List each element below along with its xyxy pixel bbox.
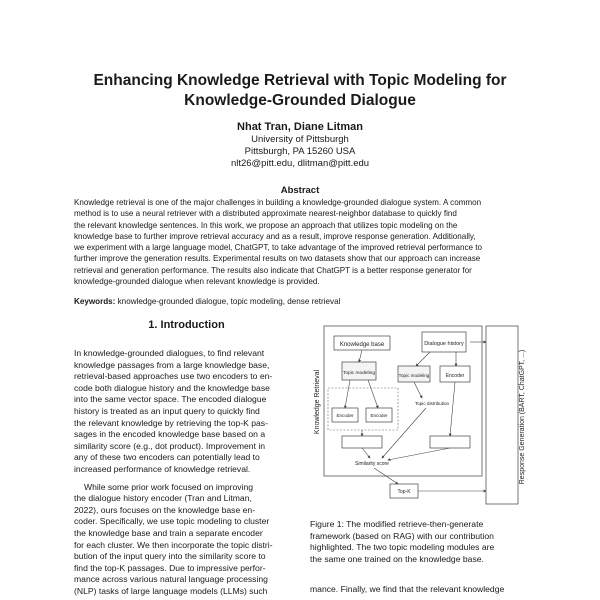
query-encoder-label: Encoder xyxy=(445,373,465,379)
keywords-label: Keywords: xyxy=(74,297,116,306)
keywords-text: knowledge-grounded dialogue, topic modeling, dense retrieval xyxy=(115,297,341,306)
column2-text: mance. Finally, we find that the relevant knowledge xyxy=(310,584,505,594)
similarity-score-label: Similarity score xyxy=(355,461,389,467)
text-line: retrieval-based approaches use two encoders to en- xyxy=(74,371,273,382)
caption-line: highlighted. The two topic modeling modules are xyxy=(310,542,495,553)
text-line: While some prior work focused on improving xyxy=(84,481,254,492)
text-line: bution of the input query into the similarity score to xyxy=(74,551,266,562)
title-line: Enhancing Knowledge Retrieval with Topic Modeling for xyxy=(93,72,507,89)
abstract-line: the relevant knowledge sentences. In this work, we propose an approach that utilizes topic modeling on the xyxy=(74,220,458,230)
generation-frame xyxy=(486,326,518,504)
query-embedding-box xyxy=(430,436,470,448)
abstract-line: further improve the generation results. Experimental results on two datasets show that our approach can increase xyxy=(74,254,481,264)
abstract-line: Knowledge retrieval is one of the major challenges in building a knowledge-grounded dialogue system. A common xyxy=(74,198,482,207)
text-line: the knowledge base and train a separate encoder xyxy=(74,527,263,538)
text-line: find the top-K passages. Due to impressive perfor- xyxy=(74,562,266,573)
abstract-heading: Abstract xyxy=(280,185,320,196)
text-line: into the same vector space. The encoded dialogue xyxy=(74,394,267,405)
paper-authors: Nhat Tran, Diane Litman xyxy=(237,121,363,133)
abstract-body xyxy=(74,197,531,287)
top-k-label: Top-K xyxy=(397,489,411,495)
paper-title xyxy=(60,71,540,111)
text-line: mance across various natural language processing xyxy=(74,574,268,585)
text-line: any of these two encoders can potentially lead to xyxy=(74,452,260,463)
introduction-body xyxy=(74,348,299,597)
figure-1-caption xyxy=(310,519,532,565)
topic-distribution-label: Topic distribution xyxy=(414,401,450,406)
text-line: (NLP) tasks of large language models (LLMs) such xyxy=(74,585,268,596)
caption-line: Figure 1: The modified retrieve-then-generate xyxy=(310,519,484,529)
text-line: the relevant knowledge by retrieving the top-K pas- xyxy=(74,417,268,428)
abstract-line: knowledge-grounded dialogue when relevant knowledge is provided. xyxy=(74,277,320,287)
abstract-line: retrieval and generation performance. The results also indicate that ChatGPT is a better response generator for xyxy=(74,265,472,275)
kb-encoder-label: Encoder xyxy=(336,413,354,418)
text-line: similarity score (e.g., dot product). Improvement in xyxy=(74,440,266,451)
caption-line: framework (based on RAG) with our contribution xyxy=(310,530,494,541)
abstract-line: we experiment with a large language model, ChatGPT, to take advantage of the improved retrieval performance to xyxy=(74,243,483,253)
abstract-line: knowledge base to further improve retrieval accuracy and as a result, improve response generation. Additionally, xyxy=(74,231,476,241)
knowledge-base-label: Knowledge base xyxy=(339,342,385,348)
title-line: Knowledge-Grounded Dialogue xyxy=(184,92,416,109)
figure-1-diagram xyxy=(310,322,532,510)
text-line: the dialogue history encoder (Tran and Litman, xyxy=(74,493,252,504)
topic-modeling-label-2: Topic modeling xyxy=(398,373,430,378)
topic-modeling-label: Topic modeling xyxy=(343,371,375,376)
text-line: history is treated as an input query to quickly find xyxy=(74,405,260,416)
side-label-generation: Response Generation (BART, ChatGPT, ...) xyxy=(519,349,526,485)
keywords xyxy=(74,296,531,307)
affiliation-address: Pittsburgh, PA 15260 USA xyxy=(244,146,356,157)
text-line: sages in the encoded knowledge base based on a xyxy=(74,429,266,440)
dialogue-history-label: Dialogue history xyxy=(424,341,464,347)
text-line: increased performance of knowledge retrieval. xyxy=(74,463,251,474)
author-emails: nlt26@pitt.edu, dlitman@pitt.edu xyxy=(230,158,370,169)
text-line: In knowledge-grounded dialogues, to find relevant xyxy=(74,348,265,358)
section-heading-introduction: 1. Introduction xyxy=(148,319,225,331)
text-line: code both dialogue history and the knowledge base xyxy=(74,382,270,393)
text-line: 2022), ours focuses on the knowledge base en- xyxy=(74,504,256,515)
caption-line: the same one trained on the knowledge base. xyxy=(310,553,484,564)
text-line: coder. Specifically, we use topic modeling to cluster xyxy=(74,516,270,527)
affiliation-university: University of Pittsburgh xyxy=(251,134,349,145)
kb-encoder-label-2: Encoder xyxy=(370,413,388,418)
framework-diagram xyxy=(310,322,532,510)
text-line: for each cluster. We then incorporate the topic distri- xyxy=(74,539,273,550)
paragraph xyxy=(74,348,299,476)
text-line: knowledge passages from a large knowledge base, xyxy=(74,359,270,370)
paragraph xyxy=(74,482,299,598)
kb-embeddings-box xyxy=(342,436,382,448)
abstract-line: method is to use a neural retriever with a distributed approximate nearest-neighbor database to quickly find xyxy=(74,209,457,219)
side-label-retrieval: Knowledge Retrieval xyxy=(314,369,321,435)
